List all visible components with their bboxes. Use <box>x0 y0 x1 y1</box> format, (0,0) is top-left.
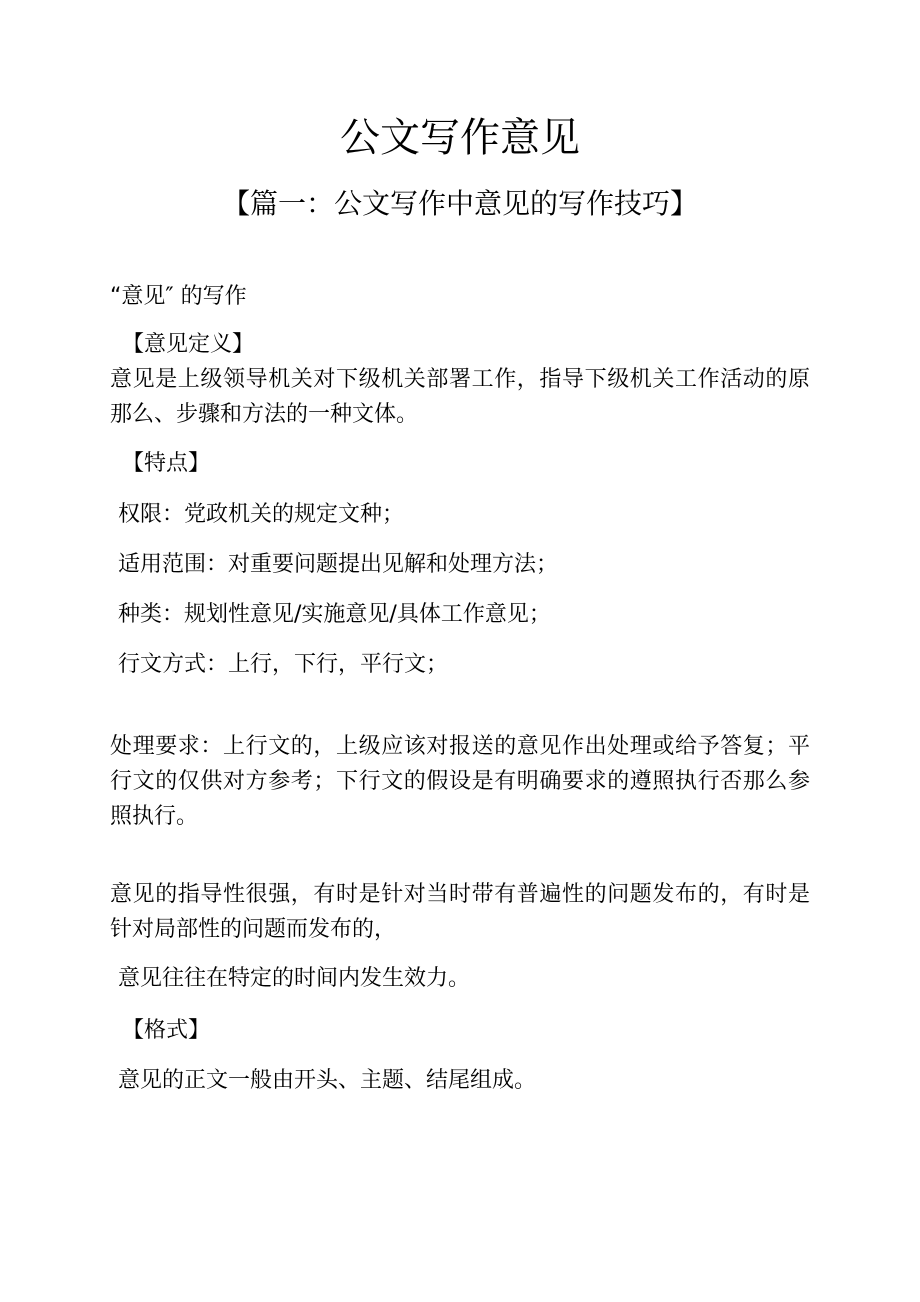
section-heading: “意见″ 的写作 <box>110 284 247 309</box>
document-subtitle: 【篇一：公文写作中意见的写作技巧】 <box>221 187 698 220</box>
feature-scope: 适用范围：对重要问题提出见解和处理方法； <box>118 552 559 577</box>
validity-paragraph: 意见往往在特定的时间内发生效力。 <box>118 966 471 991</box>
format-paragraph: 意见的正文一般由开头、主题、结尾组成。 <box>118 1068 537 1093</box>
processing-requirements-paragraph: 处理要求：上行文的，上级应该对报送的意见作出处理或给予答复；平行文的仅供对方参考；下行文的假设是有明确要求的遵照执行否那么参照执行。 <box>110 734 810 829</box>
feature-authority: 权限：党政机关的规定文种； <box>118 502 405 527</box>
format-heading: 【格式】 <box>122 1018 211 1043</box>
feature-types: 种类：规划性意见/实施意见/具体工作意见； <box>118 602 551 627</box>
features-heading: 【特点】 <box>122 451 211 476</box>
definition-paragraph: 意见是上级领导机关对下级机关部署工作，指导下级机关工作活动的原那么、步骤和方法的一种文体。 <box>110 367 810 427</box>
guidance-paragraph: 意见的指导性很强，有时是针对当时带有普遍性的问题发布的，有时是针对局部性的问题而发布的， <box>110 882 810 942</box>
feature-direction: 行文方式：上行，下行，平行文； <box>118 652 449 677</box>
definition-heading: 【意见定义】 <box>122 332 255 357</box>
document-title: 公文写作意见 <box>340 115 580 161</box>
